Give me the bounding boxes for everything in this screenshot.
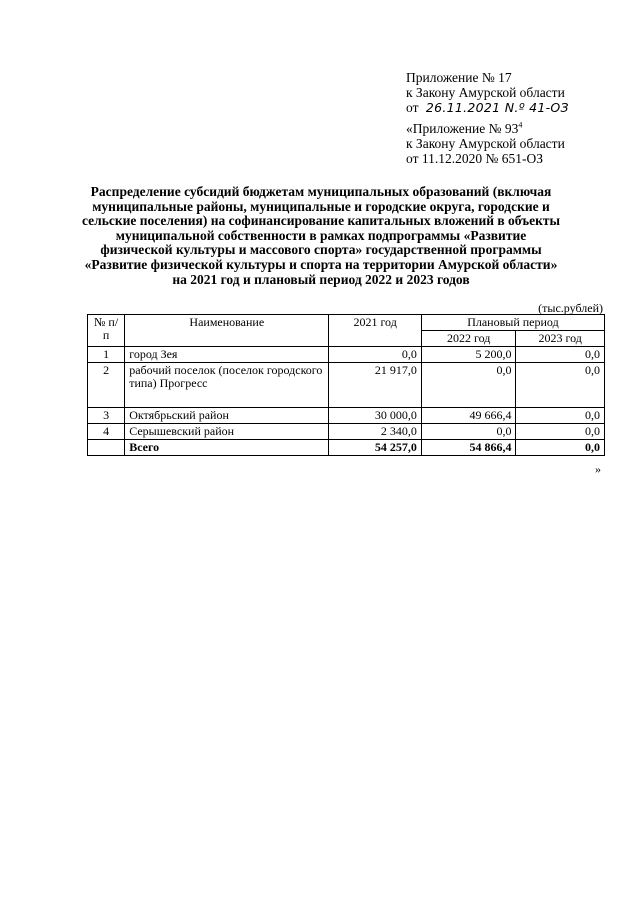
closing-quote: » (595, 462, 601, 476)
table-row (88, 424, 605, 440)
row-2021: 0,0 (329, 347, 422, 363)
header-num: № п/п (88, 315, 125, 347)
row-2022: 0,0 (421, 424, 516, 440)
total-num (88, 440, 125, 456)
header-2022: 2022 год (421, 331, 516, 347)
table-row (88, 347, 605, 363)
row-2022: 49 666,4 (421, 408, 516, 424)
previous-appendix-header (406, 121, 636, 166)
row-2023: 0,0 (516, 424, 605, 440)
header-name: Наименование (125, 315, 329, 347)
document-title: Распределение субсидий бюджетам муниципальных образований (включая муниципальные районы, муниципальные и городские округа, городские и сельские поселения) на софинансирование капитальных вложений в объекты муниципальной собственности в рамках подпрограммы «Развитие физической культуры и массового спорта» государственной программы «Развитие физической культуры и спорта на территории Амурской области» на 2021 год и плановый период 2022 и 2023 годов (81, 184, 561, 287)
appendix-law: к Закону Амурской области (406, 85, 565, 100)
row-2023: 0,0 (516, 363, 605, 408)
total-2021: 54 257,0 (329, 440, 422, 456)
prev-appendix-number: «Приложение № $93^4$ (406, 120, 523, 136)
units-label: (тыс.рублей) (538, 301, 603, 315)
appendix-number: Приложение № 17 (406, 70, 512, 85)
row-name: Октябрьский район (125, 408, 329, 424)
prev-appendix-superscript: 4 (518, 120, 523, 130)
row-name: рабочий поселок (поселок городского типа) Прогресс (125, 363, 329, 408)
subsidy-table (87, 314, 605, 456)
row-2021: 2 340,0 (329, 424, 422, 440)
header-planned-period: Плановый период (421, 315, 604, 331)
total-2022: 54 866,4 (421, 440, 516, 456)
prev-appendix-date: от 11.12.2020 № 651-ОЗ (406, 151, 543, 166)
row-num: 3 (88, 408, 125, 424)
row-num: 1 (88, 347, 125, 363)
table-header-row (88, 315, 605, 331)
table-row (88, 363, 605, 408)
row-2023: 0,0 (516, 347, 605, 363)
handwritten-date-number: 26.11.2021 N.º 41-ОЗ (425, 100, 569, 115)
row-num: 4 (88, 424, 125, 440)
row-2021: 30 000,0 (329, 408, 422, 424)
prev-appendix-law: к Закону Амурской области (406, 136, 565, 151)
table-total-row (88, 440, 605, 456)
appendix-date-prefix: от (406, 100, 419, 115)
table-row (88, 408, 605, 424)
row-2022: 0,0 (421, 363, 516, 408)
header-2023: 2023 год (516, 331, 605, 347)
total-2023: 0,0 (516, 440, 605, 456)
row-num: 2 (88, 363, 125, 408)
appendix-date-line (406, 100, 636, 115)
row-name: город Зея (125, 347, 329, 363)
header-2021: 2021 год (329, 315, 422, 347)
row-name: Серышевский район (125, 424, 329, 440)
row-2023: 0,0 (516, 408, 605, 424)
total-label: Всего (125, 440, 329, 456)
row-2022: 5 200,0 (421, 347, 516, 363)
row-2021: 21 917,0 (329, 363, 422, 408)
appendix-header (406, 70, 636, 115)
